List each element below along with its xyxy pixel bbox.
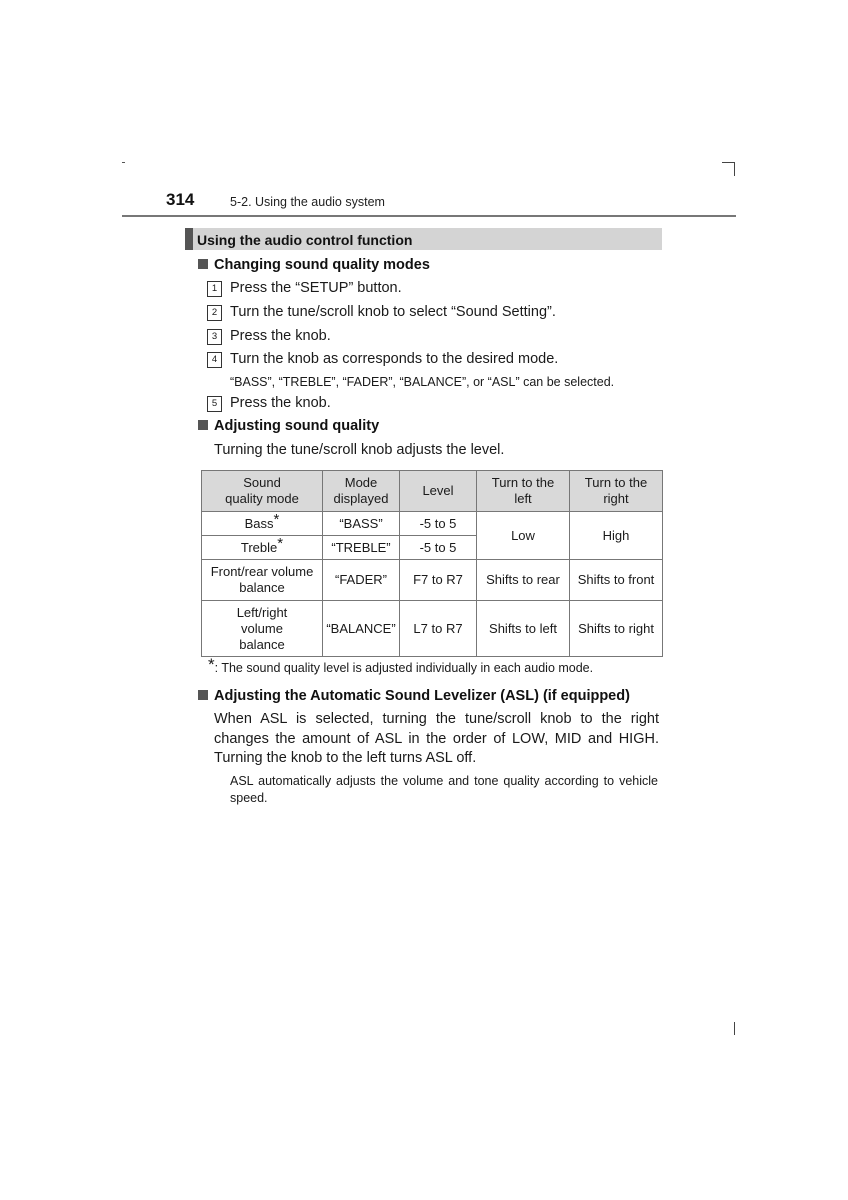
step-text: Press the knob. (230, 395, 331, 411)
cell-displayed: “FADER” (323, 560, 400, 601)
cell-displayed: “BALANCE” (323, 601, 400, 657)
square-bullet-icon (198, 690, 208, 700)
cell-mode: Bass* (202, 512, 323, 536)
asl-note: ASL automatically adjusts the volume and tone quality according to vehicle speed. (230, 774, 658, 805)
asterisk-mark: * (273, 510, 280, 528)
table-header-row (202, 471, 663, 512)
cell-mode: Treble* (202, 536, 323, 560)
subheading-changing-modes (198, 257, 430, 273)
step-number-box: 3 (207, 329, 222, 345)
cell-turn-right: Shifts to right (570, 601, 663, 657)
header-level: Level (400, 471, 477, 512)
square-bullet-icon (198, 420, 208, 430)
subheading-text: Adjusting the Automatic Sound Levelizer (ASL) (if equipped) (214, 688, 630, 704)
cell-turn-left: Shifts to left (477, 601, 570, 657)
cell-turn-right: High (570, 512, 663, 560)
step-number-box: 4 (207, 352, 222, 368)
step-4 (207, 351, 558, 368)
section-title: Using the audio control function (197, 232, 413, 248)
step-text: Turn the knob as corresponds to the desired mode. (230, 351, 559, 367)
cell-displayed: “TREBLE” (323, 536, 400, 560)
cell-mode: Left/right volume balance (202, 601, 323, 657)
step-5 (207, 395, 331, 412)
asterisk-mark: * (277, 534, 284, 552)
header-turn-left: Turn to the left (477, 471, 570, 512)
chapter-title: 5-2. Using the audio system (230, 195, 385, 209)
step-text: Press the “SETUP” button. (230, 280, 402, 296)
cell-turn-right: Shifts to front (570, 560, 663, 601)
step-4-note: “BASS”, “TREBLE”, “FADER”, “BALANCE”, or “ASL” can be selected. (230, 375, 615, 389)
square-bullet-icon (198, 259, 208, 269)
subheading-adjusting (198, 418, 379, 434)
crop-mark-top-left (122, 162, 125, 163)
subheading-text: Changing sound quality modes (214, 257, 430, 273)
table-footnote (208, 655, 594, 675)
crop-mark-bottom-right (734, 1022, 735, 1035)
cell-level: F7 to R7 (400, 560, 477, 601)
footnote-text: : The sound quality level is adjusted individually in each audio mode. (214, 661, 594, 675)
sound-quality-table (201, 470, 663, 657)
step-2 (207, 304, 556, 321)
cell-turn-left: Low (477, 512, 570, 560)
cell-level: -5 to 5 (400, 536, 477, 560)
subheading-text: Adjusting sound quality (214, 418, 380, 434)
header-turn-right: Turn to the right (570, 471, 663, 512)
header-mode-displayed: Mode displayed (323, 471, 400, 512)
step-3 (207, 328, 331, 345)
step-number-box: 1 (207, 281, 222, 297)
table-row-balance (202, 601, 663, 657)
step-1 (207, 280, 402, 297)
crop-mark-top-right (722, 162, 735, 176)
cell-mode: Front/rear volume balance (202, 560, 323, 601)
step-text: Turn the tune/scroll knob to select “Sound Setting”. (230, 304, 556, 320)
header-sound-quality-mode: Sound quality mode (202, 471, 323, 512)
asl-paragraph: When ASL is selected, turning the tune/scroll knob to the right changes the amount of ASL in the order of LOW, MID and HIGH. Turning the knob to the left turns ASL off. (214, 711, 659, 766)
page-number: 314 (166, 190, 195, 209)
asterisk-mark: * (208, 655, 215, 674)
step-text: Press the knob. (230, 328, 331, 344)
adjusting-text: Turning the tune/scroll knob adjusts the level. (214, 442, 505, 458)
cell-displayed: “BASS” (323, 512, 400, 536)
cell-turn-left: Shifts to rear (477, 560, 570, 601)
cell-level: -5 to 5 (400, 512, 477, 536)
step-number-box: 2 (207, 305, 222, 321)
step-number-box: 5 (207, 396, 222, 412)
cell-level: L7 to R7 (400, 601, 477, 657)
table-row-bass (202, 512, 663, 536)
table-row-fader (202, 560, 663, 601)
subheading-asl (198, 688, 630, 704)
header-rule (122, 215, 736, 217)
